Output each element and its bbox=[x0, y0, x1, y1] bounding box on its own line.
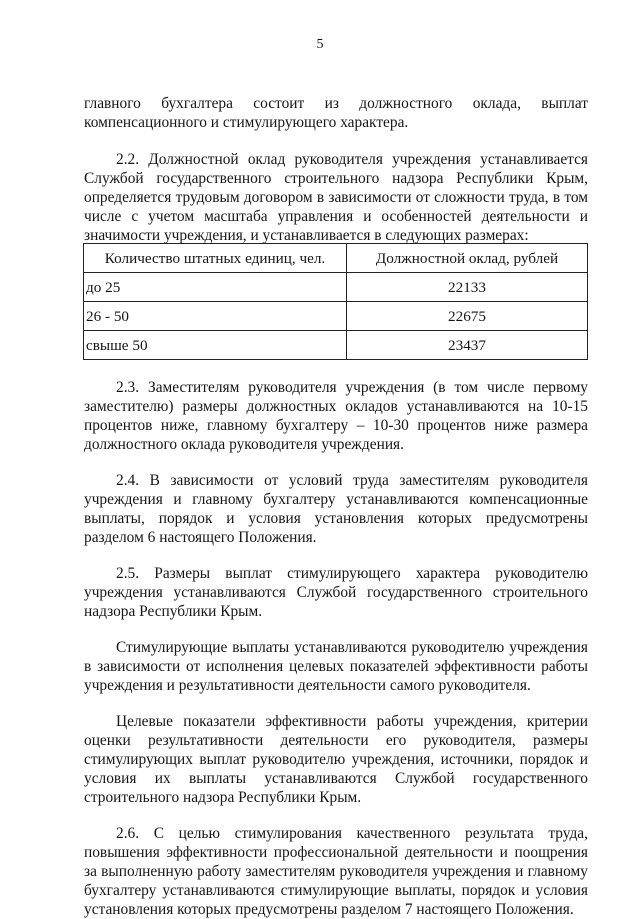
salary-table-cell-count: 26 - 50 bbox=[84, 302, 347, 331]
salary-table-header-salary: Должностной оклад, рублей bbox=[347, 244, 588, 273]
salary-table-cell-salary: 23437 bbox=[347, 331, 588, 360]
paragraph-2-5: 2.5. Размеры выплат стимулирующего характера руководителю учреждения устанавливаются Службой государственного строительного надзора Республики Крым. bbox=[84, 565, 588, 620]
salary-table-cell-count: до 25 bbox=[84, 273, 347, 302]
paragraph-target-indicators: Целевые показатели эффективности работы учреждения, критерии оценки результативности деятельности его руководителя, размеры стимулирующих выплат руководителю учреждения, источники, порядок и условия их выплаты устанавливаются Службой государственного строительного надзора Республики Крым. bbox=[84, 713, 588, 806]
document-body bbox=[84, 94, 588, 919]
paragraph-continuation: главного бухгалтера состоит из должностного оклада, выплат компенсационного и стимулирующего характера. bbox=[84, 95, 588, 131]
paragraph-incentive-payments: Стимулирующие выплаты устанавливаются руководителю учреждения в зависимости от исполнения целевых показателей эффективности работы учреждения и результативности деятельности самого руководителя. bbox=[84, 639, 588, 694]
paragraph-2-2: 2.2. Должностной оклад руководителя учреждения устанавливается Службой государственного строительного надзора Республики Крым, определяется трудовым договором в зависимости от сложности труда, в том числе с учетом масштаба управления и особенностей деятельности и значимости учреждения, и устанавливается в следующих размерах: bbox=[84, 151, 588, 244]
paragraph-2-6: 2.6. С целью стимулирования качественного результата труда, повышения эффективности профессиональной деятельности и поощрения за выполненную работу заместителям руководителя учреждения и главному бухгалтеру устанавливаются стимулирующие выплаты, порядок и условия установления которых предусмотрены разделом 7 настоящего Положения. bbox=[84, 825, 588, 918]
salary-table-header-row bbox=[84, 244, 588, 273]
paragraph-2-3: 2.3. Заместителям руководителя учреждения (в том числе первому заместителю) размеры должностных окладов устанавливаются на 10-15 процентов ниже, главному бухгалтеру – 10-30 процентов ниже размера должностного оклада руководителя учреждения. bbox=[84, 379, 588, 453]
paragraph-2-4: 2.4. В зависимости от условий труда заместителям руководителя учреждения и главному бухгалтеру устанавливаются компенсационные выплаты, порядок и условия установления которых предусмотрены разделом 6 настоящего Положения. bbox=[84, 472, 588, 546]
salary-table-cell-count: свыше 50 bbox=[84, 331, 347, 360]
salary-table-cell-salary: 22675 bbox=[347, 302, 588, 331]
salary-table-row bbox=[84, 273, 588, 302]
page-number: 5 bbox=[316, 37, 324, 52]
salary-table-cell-salary: 22133 bbox=[347, 273, 588, 302]
salary-table-header-count: Количество штатных единиц, чел. bbox=[84, 244, 347, 273]
salary-table-row bbox=[84, 331, 588, 360]
salary-table-row bbox=[84, 302, 588, 331]
salary-table bbox=[83, 243, 588, 360]
